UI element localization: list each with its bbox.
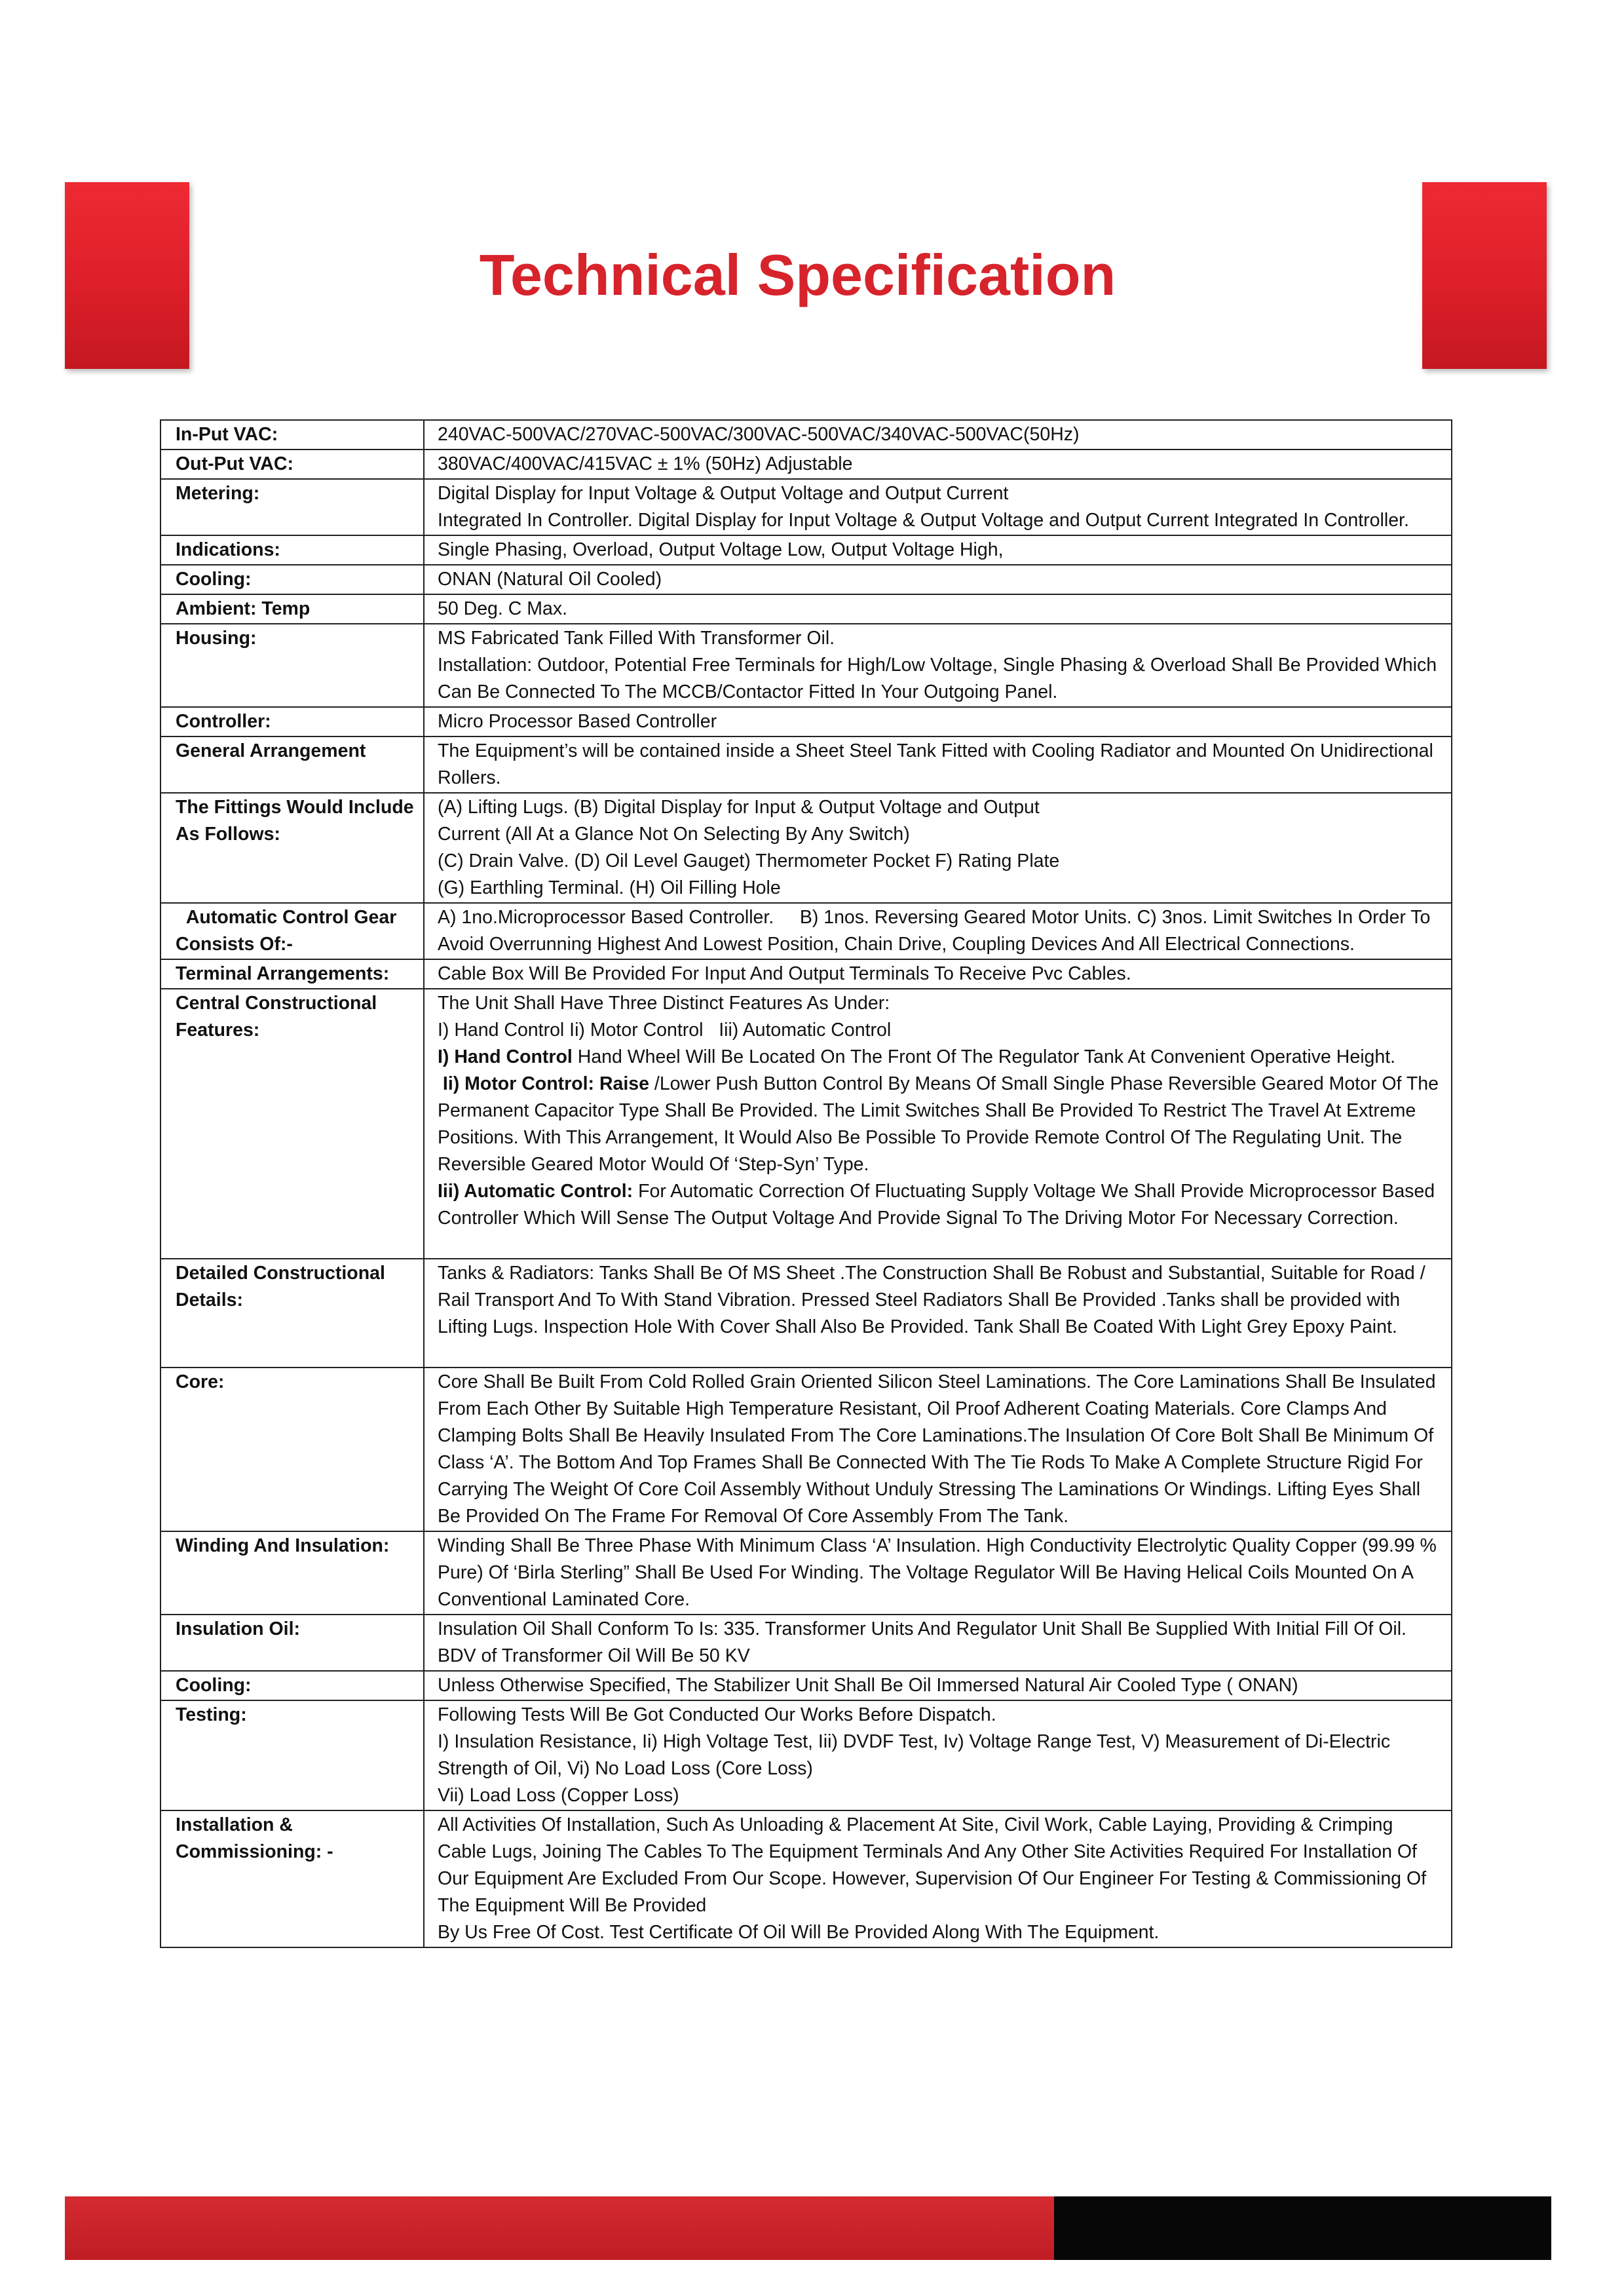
row-value <box>424 450 1452 479</box>
value-line: Following Tests Will Be Got Conducted Our Works Before Dispatch. <box>438 1704 996 1725</box>
value-line: Tanks & Radiators: Tanks Shall Be Of MS Sheet .The Construction Shall Be Robust and Substantial, Suitable for Road / Rail Transport And To With Stand Vibration. Pressed Steel Radiators Shall Be Provided .Tanks shall be provided with Lifting Lugs. Inspection Hole With Cover Shall Also Be Provided. Tank Shall Be Coated With Light Grey Epoxy Paint. <box>438 1263 1426 1337</box>
row-value <box>424 737 1452 793</box>
row-label: Detailed Constructional Details: <box>161 1259 424 1368</box>
value-line: MS Fabricated Tank Filled With Transformer Oil. <box>438 628 835 649</box>
row-label: Indications: <box>161 535 424 565</box>
specification-table <box>160 419 1452 1948</box>
row-label: Housing: <box>161 624 424 707</box>
row-value <box>424 1259 1452 1368</box>
value-line: Cable Box Will Be Provided For Input And Output Terminals To Receive Pvc Cables. <box>438 963 1131 984</box>
automatic-control-heading: Iii) Automatic Control: <box>438 1181 633 1202</box>
value-line: Single Phasing, Overload, Output Voltage Low, Output Voltage High, <box>438 539 1004 560</box>
table-row <box>161 565 1452 594</box>
row-label: Installation & Commissioning: - <box>161 1810 424 1947</box>
table-row <box>161 1700 1452 1810</box>
value-line: The Equipment’s will be contained inside a Sheet Steel Tank Fitted with Cooling Radiator and Mounted On Unidirectional Rollers. <box>438 740 1433 788</box>
table-row <box>161 1259 1452 1368</box>
row-value <box>424 959 1452 989</box>
row-value <box>424 594 1452 624</box>
row-label: General Arrangement <box>161 737 424 793</box>
row-value <box>424 420 1452 450</box>
table-row <box>161 989 1452 1259</box>
row-label: Testing: <box>161 1700 424 1810</box>
motor-control-text: /Lower Push Button Control By Means Of Small Single Phase Reversible Geared Motor Of The Permanent Capacitor Type Shall Be Provided. The Limit Switches Shall Be Provided To Restrict The Travel At Extreme Positions. With This Arrangement, It Would Also Be Possible To Provide Remote Control Of The Regulating Unit. The Reversible Geared Motor Would Of ‘Step-Syn’ Type. <box>438 1073 1444 1175</box>
row-value <box>424 707 1452 737</box>
table-row <box>161 479 1452 535</box>
row-value <box>424 989 1452 1259</box>
row-value <box>424 624 1452 707</box>
value-line <box>438 1178 1445 1232</box>
row-label: Out-Put VAC: <box>161 450 424 479</box>
value-line: Winding Shall Be Three Phase With Minimum Class ‘A’ Insulation. High Conductivity Electrolytic Quality Copper (99.99 % Pure) Of ‘Birla Sterling” Shall Be Used For Winding. The Voltage Regulator Will Be Having Helical Coils Mounted On A Conventional Laminated Core. <box>438 1535 1437 1610</box>
value-line: 240VAC-500VAC/270VAC-500VAC/300VAC-500VAC/340VAC-500VAC(50Hz) <box>438 424 1080 445</box>
value-line: (C) Drain Valve. (D) Oil Level Gauget) Thermometer Pocket F) Rating Plate <box>438 851 1060 871</box>
row-value <box>424 565 1452 594</box>
footer-black-bar <box>1054 2196 1551 2260</box>
table-row <box>161 793 1452 903</box>
value-line <box>438 1071 1445 1178</box>
value-line: (A) Lifting Lugs. (B) Digital Display for Input & Output Voltage and Output <box>438 797 1040 818</box>
value-line: Digital Display for Input Voltage & Output Voltage and Output Current <box>438 483 1009 504</box>
table-row <box>161 420 1452 450</box>
value-line: I) Hand Control Ii) Motor Control Iii) Automatic Control <box>438 1020 892 1041</box>
table-row <box>161 594 1452 624</box>
value-line: The Unit Shall Have Three Distinct Features As Under: <box>438 993 890 1014</box>
row-value <box>424 903 1452 959</box>
row-label: Cooling: <box>161 565 424 594</box>
row-value <box>424 479 1452 535</box>
table-row <box>161 1531 1452 1615</box>
value-line: Insulation Oil Shall Conform To Is: 335. Transformer Units And Regulator Unit Shall Be Supplied With Initial Fill Of Oil. BDV of Transformer Oil Will Be 50 KV <box>438 1618 1407 1666</box>
value-line: 50 Deg. C Max. <box>438 598 567 619</box>
value-line: Core Shall Be Built From Cold Rolled Grain Oriented Silicon Steel Laminations. The Core Laminations Shall Be Insulated From Each Other By Suitable High Temperature Resistant, Oil Proof Adherent Coating Materials. Core Clamps And Clamping Bolts Shall Be Heavily Insulated From The Core Laminations.The Insulation Of Core Bolt Shall Be Minimum Of Class ‘A’. The Bottom And Top Frames Shall Be Connected With The Tie Rods To Make A Complete Structure Rigid For Carrying The Weight Of Core Coil Assembly Without Unduly Stressing The Laminations Or Windings. Lifting Eyes Shall Be Provided On The Frame For Removal Of Core Assembly From The Tank. <box>438 1371 1436 1527</box>
row-label: Metering: <box>161 479 424 535</box>
table-row <box>161 624 1452 707</box>
motor-control-heading: Ii) Motor Control: Raise <box>438 1073 649 1094</box>
value-line: Current (All At a Glance Not On Selecting By Any Switch) <box>438 824 910 845</box>
table-row <box>161 707 1452 737</box>
footer-red-bar <box>65 2196 1054 2260</box>
row-label: Cooling: <box>161 1671 424 1700</box>
row-label: Core: <box>161 1368 424 1531</box>
value-line: 380VAC/400VAC/415VAC ± 1% (50Hz) Adjustable <box>438 453 853 474</box>
value-line: I) Insulation Resistance, Ii) High Voltage Test, Iii) DVDF Test, Iv) Voltage Range Test, V) Measurement of Di-Electric Strength of Oil, Vi) No Load Loss (Core Loss) <box>438 1731 1391 1779</box>
row-label: Automatic Control Gear Consists Of:- <box>161 903 424 959</box>
table-row <box>161 737 1452 793</box>
row-label: Ambient: Temp <box>161 594 424 624</box>
table-row <box>161 1671 1452 1700</box>
value-line: Installation: Outdoor, Potential Free Terminals for High/Low Voltage, Single Phasing & Overload Shall Be Provided Which Can Be Connected To The MCCB/Contactor Fitted In Your Outgoing Panel. <box>438 655 1437 702</box>
value-line: Vii) Load Loss (Copper Loss) <box>438 1785 679 1806</box>
row-label: Controller: <box>161 707 424 737</box>
row-value <box>424 1671 1452 1700</box>
value-line: Integrated In Controller. Digital Display for Input Voltage & Output Voltage and Output Current Integrated In Controller. <box>438 510 1409 531</box>
value-line: ONAN (Natural Oil Cooled) <box>438 569 662 590</box>
table-row <box>161 903 1452 959</box>
value-line: Unless Otherwise Specified, The Stabilizer Unit Shall Be Oil Immersed Natural Air Cooled Type ( ONAN) <box>438 1675 1298 1696</box>
page-title: Technical Specification <box>479 242 1116 307</box>
table-row <box>161 1615 1452 1671</box>
value-line: (G) Earthling Terminal. (H) Oil Filling Hole <box>438 877 781 898</box>
value-line <box>438 1044 1445 1071</box>
row-label: In-Put VAC: <box>161 420 424 450</box>
table-row <box>161 1368 1452 1531</box>
value-line: A) 1no.Microprocessor Based Controller. B) 1nos. Reversing Geared Motor Units. C) 3nos. Limit Switches In Order To Avoid Overrunning Highest And Lowest Position, Chain Drive, Coupling Devices And All Electrical Connections. <box>438 907 1435 955</box>
row-value <box>424 1700 1452 1810</box>
row-label: Winding And Insulation: <box>161 1531 424 1615</box>
row-value <box>424 793 1452 903</box>
row-label: Central Constructional Features: <box>161 989 424 1259</box>
table-row <box>161 1810 1452 1947</box>
row-label: Insulation Oil: <box>161 1615 424 1671</box>
row-label: The Fittings Would Include As Follows: <box>161 793 424 903</box>
value-line: By Us Free Of Cost. Test Certificate Of Oil Will Be Provided Along With The Equipment. <box>438 1922 1160 1943</box>
row-label: Terminal Arrangements: <box>161 959 424 989</box>
row-value <box>424 1368 1452 1531</box>
table-row <box>161 959 1452 989</box>
row-value <box>424 1810 1452 1947</box>
hand-control-heading: I) Hand Control <box>438 1046 573 1067</box>
row-value <box>424 1531 1452 1615</box>
table-row <box>161 535 1452 565</box>
hand-control-text: Hand Wheel Will Be Located On The Front Of The Regulator Tank At Convenient Operative Height. <box>572 1046 1396 1067</box>
value-line: All Activities Of Installation, Such As Unloading & Placement At Site, Civil Work, Cable Laying, Providing & Crimping Cable Lugs, Joining The Cables To The Equipment Terminals And Any Other Site Activities Required For Installation Of Our Equipment Are Excluded From Our Scope. However, Supervision Of Our Engineer For Testing & Commissioning Of The Equipment Will Be Provided <box>438 1814 1427 1916</box>
automatic-control-text: For Automatic Correction Of Fluctuating Supply Voltage We Shall Provide Microprocessor Based Controller Which Will Sense The Output Voltage And Provide Signal To The Driving Motor For Necessary Correction. <box>438 1181 1435 1229</box>
table-row <box>161 450 1452 479</box>
row-value <box>424 535 1452 565</box>
value-line: Micro Processor Based Controller <box>438 711 717 732</box>
row-value <box>424 1615 1452 1671</box>
